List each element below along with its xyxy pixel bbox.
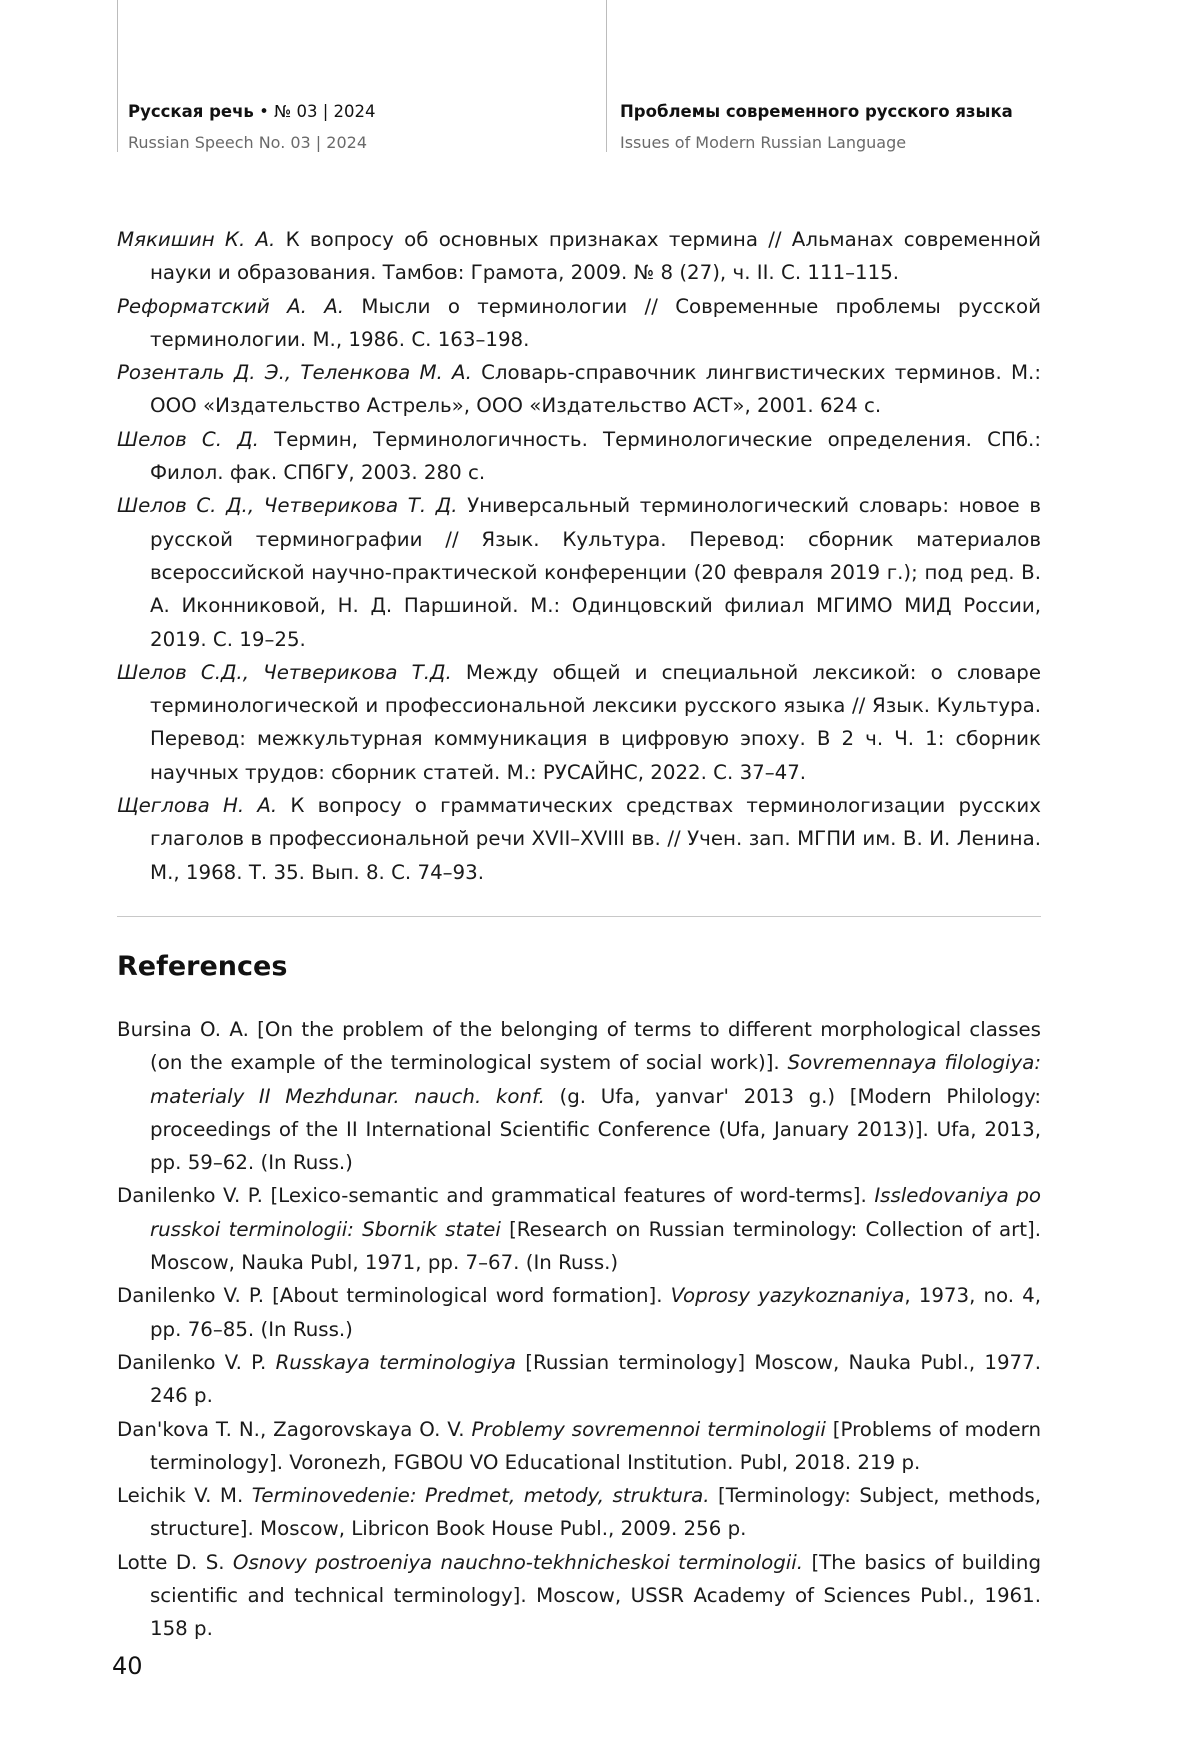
reference-text: (g. Ufa, yanvar' 2013 g.) [Modern Philology: proceedings of the II International Scientific Conference (Ufa, January 2013)]. Ufa, 2013, pp. 59–62. (In Russ.): [150, 1084, 1041, 1175]
reference-authors: Реформатский А. А.: [117, 294, 345, 318]
section-divider: [117, 916, 1041, 917]
reference-en-item: [117, 1479, 1041, 1546]
reference-authors: Розенталь Д. Э., Теленкова М. А.: [117, 361, 472, 385]
reference-ru-item: [117, 423, 1041, 490]
section-title-en: Issues of Modern Russian Language: [620, 133, 907, 152]
reference-text: [Terminology: Subject, methods, structure]. Moscow, Libricon Book House Publ., 2009. 256 p.: [150, 1484, 1041, 1541]
reference-source: Sovremennaya filologiya: materialy II Mezhdunar. nauch. konf.: [150, 1051, 1041, 1108]
header-divider-left: [117, 0, 118, 152]
reference-text: [Russian terminology] Moscow, Nauka Publ., 1977. 246 p.: [150, 1350, 1042, 1408]
header-journal: [128, 102, 376, 153]
references-ru-list: [117, 223, 1041, 889]
reference-text: Danilenko V. P.: [117, 1350, 276, 1374]
reference-source: Voprosy yazykoznaniya: [670, 1284, 905, 1308]
reference-text: Leichik V. M.: [117, 1484, 252, 1508]
reference-authors: Шелов С. Д.: [117, 427, 259, 451]
reference-text: Термин, Терминологичность. Терминологические определения. СПб.: Филол. фак. СПбГУ, 2003. 280 с.: [150, 427, 1041, 485]
reference-ru-item: [117, 489, 1041, 655]
reference-en-item: [117, 1179, 1041, 1279]
reference-text: К вопросу об основных признаках термина // Альманах современной науки и образования. Тамбов: Грамота, 2009. № 8 (27), ч. II. С. 111–115.: [150, 228, 1041, 285]
reference-ru-item: [117, 656, 1041, 789]
references-en-list: [117, 1013, 1041, 1646]
reference-source: Osnovy postroeniya nauchno-tekhnicheskoi terminologii.: [232, 1550, 804, 1574]
section-title-ru: [620, 102, 1013, 122]
reference-authors: Шелов С.Д., Четверикова Т.Д.: [117, 660, 452, 684]
reference-text: Словарь-справочник лингвистических терминов. М.: ООО «Издательство Астрель», ООО «Издательство АСТ», 2001. 624 с.: [150, 361, 1041, 418]
reference-text: Dan'kova T. N., Zagorovskaya O. V.: [117, 1417, 472, 1441]
reference-text: [The basics of building scientific and technical terminology]. Moscow, USSR Academy of Sciences Publ., 1961. 158 p.: [150, 1550, 1042, 1641]
header-divider-right: [606, 0, 607, 152]
reference-source: Issledovaniya po russkoi terminologii: Sbornik statei: [150, 1184, 1041, 1241]
header-section: [620, 102, 1013, 153]
references-heading: References: [117, 951, 288, 982]
reference-text: Мысли о терминологии // Современные проблемы русской терминологии. М., 1986. С. 163–198.: [150, 294, 1041, 351]
journal-name: Русская речь: [128, 102, 254, 121]
reference-source: Russkaya terminologiya: [275, 1350, 517, 1374]
reference-en-item: [117, 1346, 1041, 1413]
reference-ru-item: [117, 223, 1041, 290]
journal-title: [128, 102, 376, 122]
reference-text: Danilenko V. P. [Lexico-semantic and grammatical features of word-terms].: [117, 1184, 875, 1208]
page-number: 40: [112, 1652, 143, 1680]
reference-text: Bursina O. A. [On the problem of the belonging of terms to different morphological classes (on the example of the terminological system of social work)].: [117, 1018, 1041, 1075]
reference-source: Problemy sovremennoi terminologii: [471, 1417, 826, 1441]
section-name: Проблемы современного русского языка: [620, 102, 1013, 121]
reference-authors: Мякишин К. А.: [117, 228, 276, 251]
reference-authors: Шелов С. Д., Четверикова Т. Д.: [117, 494, 458, 518]
journal-title-en: Russian Speech No. 03 | 2024: [128, 133, 367, 152]
journal-issue: • № 03 | 2024: [253, 102, 376, 121]
reference-text: Универсальный терминологический словарь: новое в русской терминографии // Язык. Культура. Перевод: сборник материалов всероссийской научно-практической конференции (20 февраля 2019 г.); под ред. В. А. Иконниковой, Н. Д. Паршиной. М.: Одинцовский филиал МГИМО МИД России, 2019. С. 19–25.: [150, 494, 1041, 651]
reference-text: [Problems of modern terminology]. Voronezh, FGBOU VO Educational Institution. Publ, 2018. 219 p.: [150, 1417, 1041, 1474]
reference-text: [Research on Russian terminology: Collection of art]. Moscow, Nauka Publ, 1971, pp. 7–67. (In Russ.): [150, 1217, 1041, 1275]
reference-ru-item: [117, 290, 1041, 357]
reference-ru-item: [117, 356, 1041, 423]
reference-en-item: [117, 1546, 1041, 1646]
reference-text: Между общей и специальной лексикой: о словаре терминологической и профессиональной лексики русского языка // Язык. Культура. Перевод: межкультурная коммуникация в цифровую эпоху. В 2 ч. Ч. 1: сборник научных трудов: сборник статей. М.: РУСАЙНС, 2022. С. 37–47.: [150, 660, 1041, 784]
reference-text: Danilenko V. P. [About terminological word formation].: [117, 1284, 671, 1308]
reference-source: Terminovedenie: Predmet, metody, struktura.: [251, 1484, 710, 1508]
reference-ru-item: [117, 789, 1041, 889]
reference-text: Lotte D. S.: [117, 1550, 233, 1574]
reference-text: , 1973, no. 4, pp. 76–85. (In Russ.): [150, 1284, 1042, 1341]
reference-text: К вопросу о грамматических средствах терминологизации русских глаголов в профессиональной речи XVII–XVIII вв. // Учен. зап. МГПИ им. В. И. Ленина. М., 1968. Т. 35. Вып. 8. С. 74–93.: [150, 794, 1041, 884]
reference-en-item: [117, 1013, 1041, 1179]
reference-en-item: [117, 1413, 1041, 1480]
reference-authors: Щеглова Н. А.: [117, 794, 278, 818]
reference-en-item: [117, 1279, 1041, 1346]
